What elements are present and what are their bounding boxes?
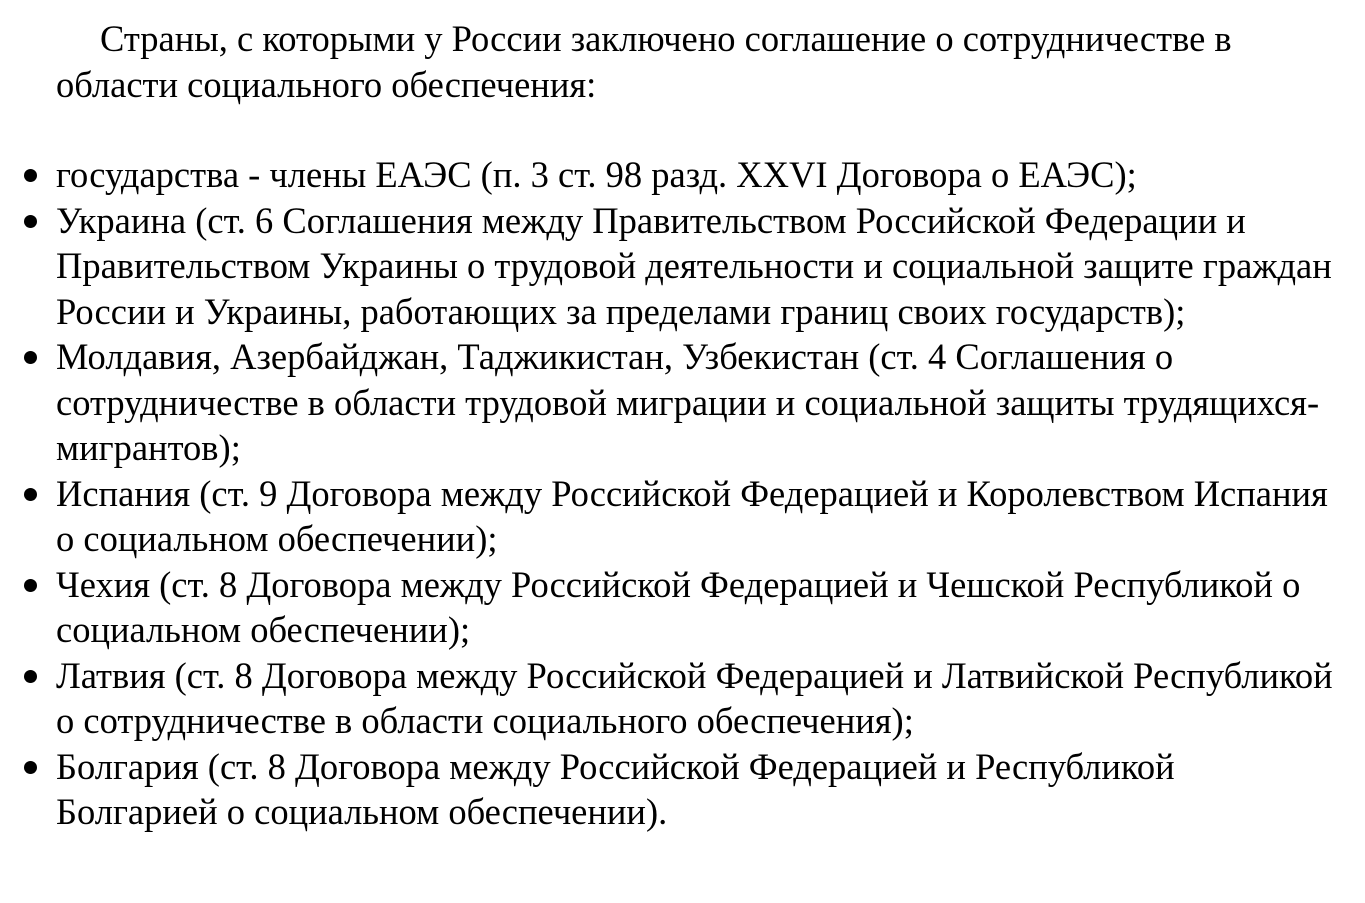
bullet-icon [24,579,37,592]
list-item-text: Испания (ст. 9 Договора между Российской Федерацией и Королевством Испания о социальном обеспечении); [56,472,1328,559]
bullet-icon [24,761,37,774]
bullet-icon [24,488,37,501]
list-item-text: Болгария (ст. 8 Договора между Российской Федерацией и Республикой Болгарией о социальном обеспечении). [56,745,1175,832]
list-item [0,744,1345,835]
list-item [0,152,1345,198]
list-item-text: Чехия (ст. 8 Договора между Российской Федерацией и Чешской Республикой о социальном обеспечении); [56,563,1301,650]
list-item [0,653,1345,744]
bullet-icon [24,169,37,182]
list-item-text: Латвия (ст. 8 Договора между Российской Федерацией и Латвийской Республикой о сотрудничестве в области социального обеспечения); [56,654,1333,741]
list-item [0,198,1345,335]
list-item [0,471,1345,562]
list-item [0,334,1345,471]
bullet-icon [24,351,37,364]
list-item-text: государства - члены ЕАЭС (п. 3 ст. 98 разд. XXVI Договора о ЕАЭС); [56,154,1137,195]
list-item-text: Молдавия, Азербайджан, Таджикистан, Узбекистан (ст. 4 Соглашения о сотрудничестве в области трудовой миграции и социальной защиты трудящихся-мигрантов); [56,336,1320,468]
country-list [0,152,1345,835]
list-item-text: Украина (ст. 6 Соглашения между Правительством Российской Федерации и Правительством Украины о трудовой деятельности и социальной защите граждан России и Украины, работающих за пределами границ своих государств); [56,199,1332,332]
bullet-icon [24,215,37,228]
bullet-icon [24,670,37,683]
list-item [0,562,1345,653]
intro-paragraph: Страны, с которыми у России заключено соглашение о сотрудничестве в области социального обеспечения: [56,18,1232,105]
